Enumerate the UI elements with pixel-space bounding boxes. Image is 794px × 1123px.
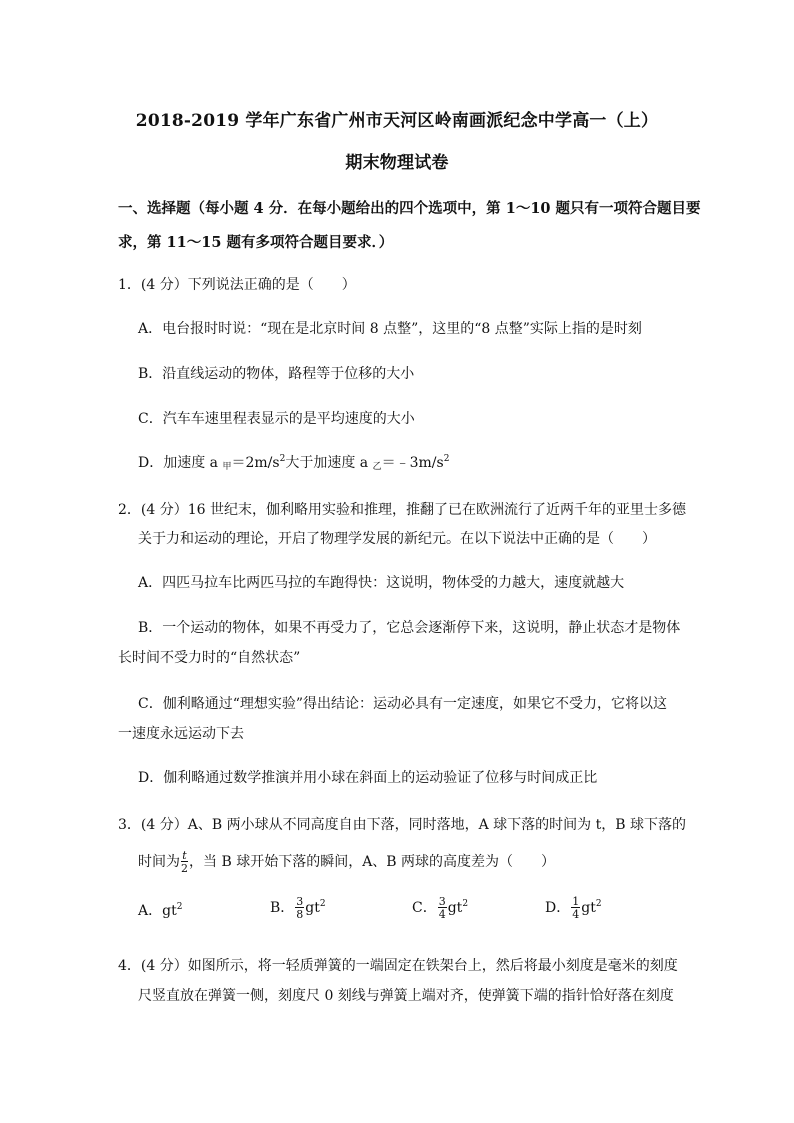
q2-option-c-line1: C．伽利略通过“理想实验”得出结论：运动必具有一定速度，如果它不受力，它将以这 — [138, 696, 668, 712]
q2-option-b-line2: 长时间不受力时的“自然状态” — [118, 650, 301, 666]
q2-option-a: A．四匹马拉车比两匹马拉的车跑得快：这说明，物体受的力越大，速度就越大 — [138, 575, 625, 591]
q1-option-a: A．电台报时时说：“现在是北京时间 8 点整”，这里的“8 点整”实际上指的是时刻 — [138, 321, 642, 337]
q3-option-b: B． $\frac{3}{8}$ $gt^2$ — [270, 895, 326, 921]
q4-stem-line2: 尺竖直放在弹簧一侧，刻度尺 0 刻线与弹簧上端对齐，使弹簧下端的指针恰好落在刻度 — [138, 988, 674, 1004]
q2-option-b-line1: B．一个运动的物体，如果不再受力了，它总会逐渐停下来，这说明，静止状态才是物体 — [138, 620, 681, 636]
q3-fraction: $\frac{t}{2}$ — [181, 849, 188, 875]
q1-option-b: B．沿直线运动的物体，路程等于位移的大小 — [138, 366, 415, 382]
q1-option-d: D．加速度 a $_甲=2m/s^2$大于加速度 a $_乙=﹣3m/s^2$ — [138, 454, 450, 472]
exam-title-line1: 2018-2019 学年广东省广州市天河区岭南画派纪念中学高一（上） — [135, 111, 659, 131]
exam-title-line2: 期末物理试卷 — [345, 153, 449, 173]
q3-option-c: C． $\frac{3}{4}$ $gt^2$ — [412, 895, 469, 921]
q1-stem: 1．(4 分）下列说法正确的是（ ） — [118, 277, 356, 293]
q3-stem-line2: 时间为 $\frac{t}{2}$ ，当 B 球开始下落的瞬间，A、B 两球的高度差为（ ） — [138, 849, 556, 875]
q3-stem-line1: 3．(4 分）A、B 两小球从不同高度自由下落，同时落地，A 球下落的时间为 t，B 球下落的 — [118, 817, 686, 833]
q3-option-a: A．$gt^2$ — [138, 902, 183, 919]
section-heading-line2: 求，第 11～15 题有多项符合题目要求．） — [118, 234, 394, 251]
q1-option-c: C．汽车车速里程表显示的是平均速度的大小 — [138, 411, 415, 427]
q4-stem-line1: 4．(4 分）如图所示，将一轻质弹簧的一端固定在铁架台上，然后将最小刻度是毫米的刻度 — [118, 958, 678, 974]
q2-option-d: D．伽利略通过数学推演并用小球在斜面上的运动验证了位移与时间成正比 — [138, 770, 598, 786]
q3-option-d: D． $\frac{1}{4}$ $gt^2$ — [545, 895, 602, 921]
q2-stem-line2: 关于力和运动的理论，开启了物理学发展的新纪元。在以下说法中正确的是（ ） — [138, 531, 656, 547]
section-heading-line1: 一、选择题（每小题 4 分．在每小题给出的四个选项中，第 1～10 题只有一项符合题目要 — [118, 200, 701, 217]
q2-stem-line1: 2．(4 分）16 世纪末，伽利略用实验和推理，推翻了已在欧洲流行了近两千年的亚里士多德 — [118, 502, 686, 518]
q2-option-c-line2: 一速度永远运动下去 — [118, 726, 244, 742]
